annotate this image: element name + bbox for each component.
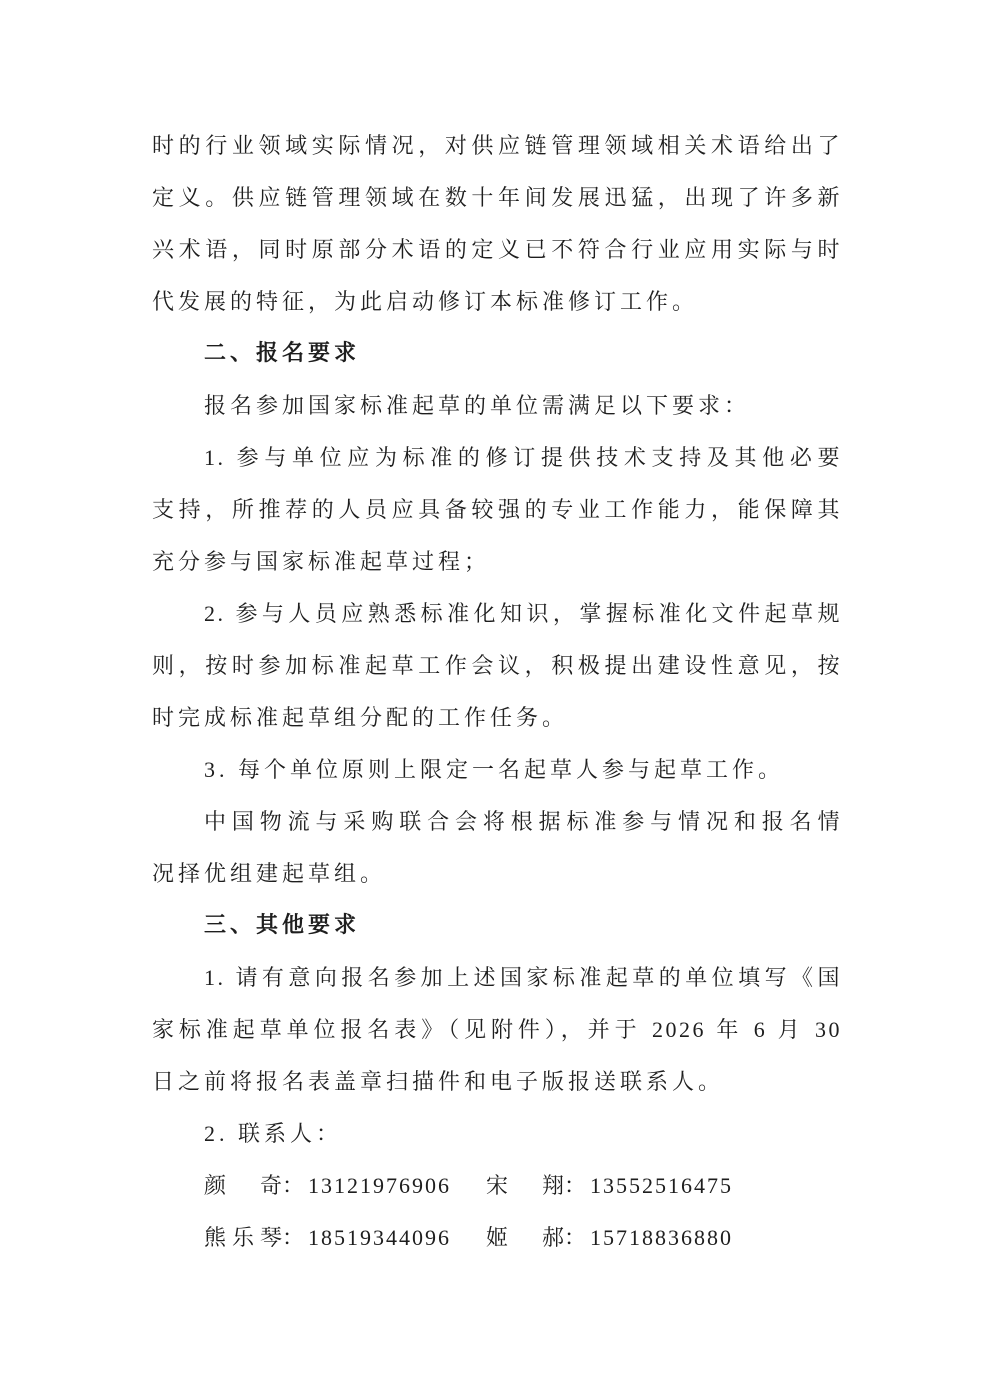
list-item-line: 2. 联系人： — [204, 1121, 343, 1146]
contact-name: 颜 奇 — [204, 1173, 282, 1198]
contact-phone: 18519344096 — [308, 1225, 451, 1250]
list-item-line: 充分参与国家标准起草过程； — [152, 549, 491, 574]
document-body — [152, 120, 842, 1264]
contact-phone: 13552516475 — [590, 1173, 733, 1198]
contact-name: 宋 翔 — [486, 1173, 564, 1198]
paragraph-line: 况择优组建起草组。 — [152, 861, 387, 886]
contact-entry — [486, 1160, 768, 1212]
section-heading: 三、其他要求 — [204, 913, 361, 938]
list-item-line: 则，按时参加标准起草工作会议，积极提出建设性意见，按 — [152, 653, 842, 678]
list-item-line: 1. 参与单位应为标准的修订提供技术支持及其他必要 — [204, 445, 842, 470]
section-heading: 二、报名要求 — [204, 341, 361, 366]
list-item-line: 家标准起草单位报名表》（见附件），并于 2026 年 6 月 30 — [152, 1017, 842, 1042]
contact-separator: ： — [564, 1173, 587, 1198]
contact-row — [152, 1212, 842, 1264]
contact-phone: 15718836880 — [590, 1225, 733, 1250]
list-item-line: 1. 请有意向报名参加上述国家标准起草的单位填写《国 — [204, 965, 842, 990]
contact-separator: ： — [282, 1225, 305, 1250]
list-item-line: 3. 每个单位原则上限定一名起草人参与起草工作。 — [204, 757, 785, 782]
contact-entry — [486, 1212, 768, 1264]
list-item-line: 2. 参与人员应熟悉标准化知识，掌握标准化文件起草规 — [204, 601, 842, 626]
list-item-line: 支持，所推荐的人员应具备较强的专业工作能力，能保障其 — [152, 497, 842, 522]
contact-entry — [204, 1160, 486, 1212]
paragraph-line: 代发展的特征，为此启动修订本标准修订工作。 — [152, 289, 699, 314]
contact-phone: 13121976906 — [308, 1173, 451, 1198]
contact-name: 姬 郝 — [486, 1225, 564, 1250]
paragraph-line: 兴术语，同时原部分术语的定义已不符合行业应用实际与时 — [152, 237, 842, 262]
contact-name: 熊乐琴 — [204, 1225, 282, 1250]
paragraph-line: 时的行业领域实际情况，对供应链管理领域相关术语给出了 — [152, 133, 842, 158]
paragraph-line: 中国物流与采购联合会将根据标准参与情况和报名情 — [204, 809, 842, 834]
paragraph-line: 报名参加国家标准起草的单位需满足以下要求： — [204, 393, 751, 418]
list-item-line: 日之前将报名表盖章扫描件和电子版报送联系人。 — [152, 1069, 725, 1094]
contact-separator: ： — [282, 1173, 305, 1198]
contact-separator: ： — [564, 1225, 587, 1250]
contact-row — [152, 1160, 842, 1212]
contact-entry — [204, 1212, 486, 1264]
list-item-line: 时完成标准起草组分配的工作任务。 — [152, 705, 569, 730]
paragraph-line: 定义。供应链管理领域在数十年间发展迅猛，出现了许多新 — [152, 185, 842, 210]
